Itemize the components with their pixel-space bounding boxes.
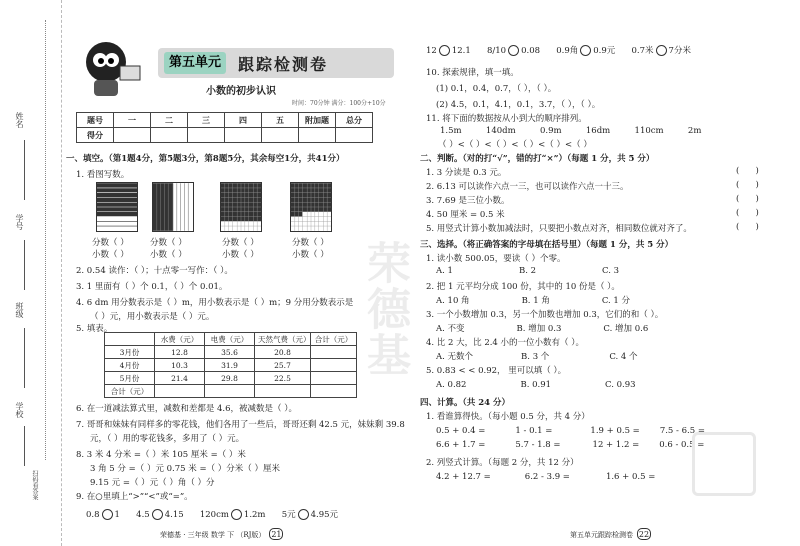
compare-value: 120cm xyxy=(199,510,229,520)
calc-2-row-1 xyxy=(436,472,655,482)
compare-value: 0.08 xyxy=(521,46,541,56)
question-11-values xyxy=(440,126,701,136)
score-input-cell[interactable] xyxy=(299,128,336,143)
fee-answer-cell[interactable] xyxy=(311,346,357,359)
fraction-label-3: 分数（ ） xyxy=(222,238,259,248)
compare-value: 0.7米 xyxy=(631,46,654,56)
compare-value: 4.15 xyxy=(164,510,184,520)
judge-blank[interactable]: ( ) xyxy=(736,166,759,176)
choice-1-options xyxy=(436,266,619,276)
judge-blank[interactable]: ( ) xyxy=(736,222,759,232)
decimal-label-4: 小数（ ） xyxy=(292,250,329,260)
oral-calc: 12 + 1.2 = xyxy=(592,440,640,450)
fee-answer-cell[interactable] xyxy=(205,385,255,398)
fee-cell: 29.8 xyxy=(205,372,255,385)
banner-title: 跟踪检测卷 xyxy=(238,55,329,74)
option[interactable]: C. 0.93 xyxy=(605,380,636,390)
score-cell: 总分 xyxy=(336,113,373,128)
question-8: 8. 3 米 4 分米 =（ ）米 105 厘米 =（ ）米 xyxy=(76,450,246,460)
question-9: 9. 在○里填上“>”“<”或“=”。 xyxy=(76,492,193,502)
fee-cell: 20.8 xyxy=(255,346,311,359)
fee-cell: 10.3 xyxy=(155,359,205,372)
question-10-part-2: (2) 4.5，0.1，4.1，0.1，3.7，（ ），（ ）。 xyxy=(436,100,601,110)
fraction-label-1: 分数（ ） xyxy=(92,238,129,248)
fee-cell: 电费（元） xyxy=(205,333,255,346)
grid-figure-3 xyxy=(220,182,262,232)
compare-circle[interactable] xyxy=(439,45,450,56)
score-cell: 二 xyxy=(151,113,188,128)
calc-1-row-1 xyxy=(436,426,705,436)
unit-banner xyxy=(158,48,394,78)
decimal-label-2: 小数（ ） xyxy=(150,250,187,260)
fee-cell: 天然气费（元） xyxy=(255,333,311,346)
compare-value: 12 xyxy=(426,46,437,56)
judge-blank[interactable]: ( ) xyxy=(736,180,759,190)
oral-calc: 0.5 + 0.4 = xyxy=(436,426,486,436)
option[interactable]: B. 0.91 xyxy=(520,380,552,390)
fee-answer-cell[interactable] xyxy=(311,385,357,398)
page-number-left: 21 xyxy=(271,530,282,539)
compare-value: 8/10 xyxy=(486,46,507,56)
option[interactable]: C. 3 xyxy=(602,266,620,276)
fee-cell: 12.8 xyxy=(155,346,205,359)
fee-table-row xyxy=(105,346,357,359)
fee-cell xyxy=(105,333,155,346)
order-value: 16dm xyxy=(585,126,611,136)
binding-margin xyxy=(0,0,62,546)
judge-3: 3. 7.69 是三位小数。 xyxy=(426,196,510,206)
footer-right-text: 第五单元跟踪检测卷 xyxy=(570,531,633,539)
vertical-calc: 4.2 + 12.7 = xyxy=(436,472,491,482)
score-cell: 一 xyxy=(114,113,151,128)
footer-right xyxy=(570,528,651,540)
question-8-line-3: 9.15 元 =（ ）元（ ）角（ ）分 xyxy=(90,478,215,488)
grid-figure-1 xyxy=(96,182,138,232)
qr-note: 扫码看答案 xyxy=(31,470,38,500)
oral-calc: 5.7 - 1.8 = xyxy=(515,440,561,450)
page-number-right: 22 xyxy=(638,530,650,539)
compare-value: 4.95元 xyxy=(310,510,339,520)
school-line xyxy=(24,426,25,466)
judge-blank[interactable]: ( ) xyxy=(736,208,759,218)
score-cell: 得分 xyxy=(77,128,114,143)
order-value: 140dm xyxy=(485,126,516,136)
vertical-calc: 1.6 + 0.5 = xyxy=(605,472,656,482)
fee-cell: 35.6 xyxy=(205,346,255,359)
watermark: 荣德基 xyxy=(359,240,410,378)
time-score-meta: 时间：70分钟 满分：100分+10分 xyxy=(292,100,386,107)
fee-table-row xyxy=(105,372,357,385)
score-cell: 五 xyxy=(262,113,299,128)
score-input-cell[interactable] xyxy=(262,128,299,143)
oral-calc: 1 - 0.1 = xyxy=(515,426,553,436)
score-input-cell[interactable] xyxy=(151,128,188,143)
score-input-cell[interactable] xyxy=(114,128,151,143)
grid-figure-4 xyxy=(290,182,332,232)
section-calc: 四、计算。（共 24 分） xyxy=(420,398,510,408)
option[interactable]: C. 1 分 xyxy=(601,296,631,306)
score-cell: 附加题 xyxy=(299,113,336,128)
student-id-label: 学号 xyxy=(15,214,24,230)
option[interactable]: A. 不变 xyxy=(436,324,465,334)
option[interactable]: C. 4 个 xyxy=(609,352,638,362)
class-line xyxy=(24,328,25,388)
compare-value: 1.2m xyxy=(243,510,266,520)
compare-value: 5元 xyxy=(281,510,296,520)
choice-3: 3. 一个小数增加 0.3，另一个加数也增加 0.3，它们的和（ ）。 xyxy=(426,310,664,320)
score-input-cell[interactable] xyxy=(225,128,262,143)
question-10-part-1: (1) 0.1，0.4，0.7，（ ），（ ）。 xyxy=(436,84,557,94)
compare-circle[interactable] xyxy=(231,509,242,520)
fee-cell: 31.9 xyxy=(205,359,255,372)
compare-row-left xyxy=(86,508,338,520)
compare-circle[interactable] xyxy=(298,509,309,520)
compare-value: 0.9角 xyxy=(556,46,579,56)
score-input-cell[interactable] xyxy=(188,128,225,143)
fee-cell: 4月份 xyxy=(105,359,155,372)
choice-3-options xyxy=(436,322,648,334)
fee-answer-cell[interactable] xyxy=(311,372,357,385)
fee-answer-cell[interactable] xyxy=(255,385,311,398)
judge-2: 2. 6.13 可以读作六点一三，也可以读作六点一十三。 xyxy=(426,182,629,192)
judge-1: 1. 3 分读是 0.3 元。 xyxy=(426,168,507,178)
question-6: 6. 在一道减法算式里，减数和差都是 4.6，被减数是（ ）。 xyxy=(76,404,297,414)
order-blanks: （ ）<（ ）<（ ）<（ ）<（ ）<（ ） xyxy=(438,140,592,150)
question-11: 11. 将下面的数据按从小到大的顺序排列。 xyxy=(426,114,587,124)
fee-cell: 合计（元） xyxy=(311,333,357,346)
fee-cell: 5月份 xyxy=(105,372,155,385)
choice-5-options xyxy=(436,380,636,390)
fee-cell: 3月份 xyxy=(105,346,155,359)
fraction-label-2: 分数（ ） xyxy=(150,238,187,248)
class-label: 班级 xyxy=(15,302,24,318)
compare-circle[interactable] xyxy=(102,509,113,520)
fee-table-row xyxy=(105,385,357,398)
option[interactable]: A. 0.82 xyxy=(436,380,467,390)
compare-value: 1 xyxy=(114,510,120,520)
choice-2: 2. 把 1 元平均分成 100 份，其中的 10 份是（ ）。 xyxy=(426,282,620,292)
unit-tag: 第五单元 xyxy=(164,52,226,74)
page-subtitle: 小数的初步认识 xyxy=(206,86,276,97)
id-line xyxy=(24,240,25,290)
question-2: 2. 0.54 读作：（ ）；十点零一写作：（ ）。 xyxy=(76,266,233,276)
vertical-calc: 6.2 - 3.9 = xyxy=(524,472,570,482)
compare-circle[interactable] xyxy=(508,45,519,56)
option[interactable]: A. 1 xyxy=(436,266,453,276)
order-value: 2m xyxy=(687,126,702,136)
question-7: 7. 哥哥和妹妹有同样多的零花钱，他们各用了一些后，哥哥还剩 42.5 元，妹妹剩 39.8 xyxy=(76,420,405,430)
fee-answer-cell[interactable] xyxy=(311,359,357,372)
option[interactable]: B. 2 xyxy=(518,266,537,276)
judge-blank[interactable]: ( ) xyxy=(736,194,759,204)
oral-calc: 1.9 + 0.5 = xyxy=(590,426,640,436)
fee-table-row xyxy=(105,359,357,372)
order-value: 0.9m xyxy=(539,126,562,136)
fee-cell: 22.5 xyxy=(255,372,311,385)
school-label: 学校 xyxy=(15,402,24,418)
score-cell: 四 xyxy=(225,113,262,128)
question-10: 10. 探索规律，填一填。 xyxy=(426,68,519,78)
fee-cell: 25.7 xyxy=(255,359,311,372)
oral-calc: 6.6 + 1.7 = xyxy=(436,440,486,450)
option[interactable]: B. 3 个 xyxy=(521,352,550,362)
footer-left-text: 荣德基 · 三年级 数学 下 （RJ版） xyxy=(160,531,266,539)
publisher-stamp xyxy=(692,432,756,496)
option[interactable]: A. 无数个 xyxy=(436,352,474,362)
choice-4-options xyxy=(436,350,638,362)
name-line xyxy=(24,140,25,200)
fee-table xyxy=(104,332,357,398)
order-value: 110cm xyxy=(634,126,664,136)
compare-value: 7分米 xyxy=(668,46,691,56)
question-3: 3. 1 里面有（ ）个 0.1，（ ）个 0.01。 xyxy=(76,282,228,292)
question-4-cont: （ ）元，用小数表示是（ ）元。 xyxy=(90,312,215,322)
fee-table-header xyxy=(105,333,357,346)
question-4: 4. 6 dm 用分数表示是（ ）m，用小数表示是（ ）m；9 分用分数表示是 xyxy=(76,298,354,308)
score-cell: 三 xyxy=(188,113,225,128)
compare-value: 0.9元 xyxy=(593,46,616,56)
compare-value: 0.8 xyxy=(86,510,100,520)
compare-circle[interactable] xyxy=(152,509,163,520)
judge-4: 4. 50 厘米 = 0.5 米 xyxy=(426,210,505,220)
question-8-line-2: 3 角 5 分 =（ ）元 0.75 米 =（ ）分米（ ）厘米 xyxy=(90,464,281,474)
calc-1-row-2 xyxy=(436,440,704,450)
oral-calc: 0.6 - 0.5 = xyxy=(659,440,705,450)
name-field-label: 姓名 xyxy=(15,112,24,128)
fee-cell: 合计（元） xyxy=(105,385,155,398)
section-choice: 三、选择。（将正确答案的字母填在括号里）（每题 1 分，共 5 分） xyxy=(420,240,674,250)
fee-cell: 21.4 xyxy=(155,372,205,385)
compare-circle[interactable] xyxy=(580,45,591,56)
question-1: 1. 看图写数。 xyxy=(76,170,130,180)
decimal-label-1: 小数（ ） xyxy=(92,250,129,260)
choice-5: 5. 0.83 < < 0.92， 里可以填（ ）。 xyxy=(426,366,567,376)
calc-2: 2. 列竖式计算。（每题 2 分，共 12 分） xyxy=(426,458,579,468)
score-input-cell[interactable] xyxy=(336,128,373,143)
compare-circle[interactable] xyxy=(656,45,667,56)
footer-left xyxy=(160,528,283,540)
judge-5: 5. 用竖式计算小数加减法时，只要把小数点对齐，相同数位就对齐了。 xyxy=(426,224,692,234)
order-value: 1.5m xyxy=(440,126,462,136)
fee-answer-cell[interactable] xyxy=(155,385,205,398)
fraction-label-4: 分数（ ） xyxy=(292,238,329,248)
option[interactable]: A. 10 角 xyxy=(436,296,470,306)
fee-cell: 水费（元） xyxy=(155,333,205,346)
question-5: 5. 填表。 xyxy=(76,324,113,334)
cut-line xyxy=(45,20,57,460)
section-judge: 二、判断。（对的打“√”，错的打“×”）（每题 1 分，共 5 分） xyxy=(420,154,655,164)
option[interactable]: B. 增加 0.3 xyxy=(516,324,562,334)
decimal-label-3: 小数（ ） xyxy=(222,250,259,260)
compare-value: 4.5 xyxy=(136,510,150,520)
score-table-header xyxy=(77,113,373,128)
score-cell: 题号 xyxy=(77,113,114,128)
choice-4: 4. 比 2 大，比 2.4 小的一位小数有（ ）。 xyxy=(426,338,584,348)
mascot-illustration xyxy=(76,36,148,104)
section-fill-blank: 一、填空。（第1题4分，第5题3分，第8题5分，其余每空1分，共41分） xyxy=(66,154,345,164)
oral-calc: 7.5 - 6.5 = xyxy=(659,426,705,436)
score-table xyxy=(76,112,373,143)
option[interactable]: B. 1 角 xyxy=(521,296,550,306)
grid-figure-2 xyxy=(152,182,194,232)
choice-1: 1. 读小数 500.05，要读（ ）个零。 xyxy=(426,254,566,264)
choice-2-options xyxy=(436,294,630,306)
question-7-cont: 元，（ ）用的零花钱多，多用了（ ）元。 xyxy=(90,434,245,444)
calc-1: 1. 看谁算得快。（每小题 0.5 分，共 4 分） xyxy=(426,412,590,422)
compare-row-right xyxy=(426,44,691,56)
compare-value: 12.1 xyxy=(451,46,471,56)
option[interactable]: C. 增加 0.6 xyxy=(603,324,649,334)
score-table-row xyxy=(77,128,373,143)
